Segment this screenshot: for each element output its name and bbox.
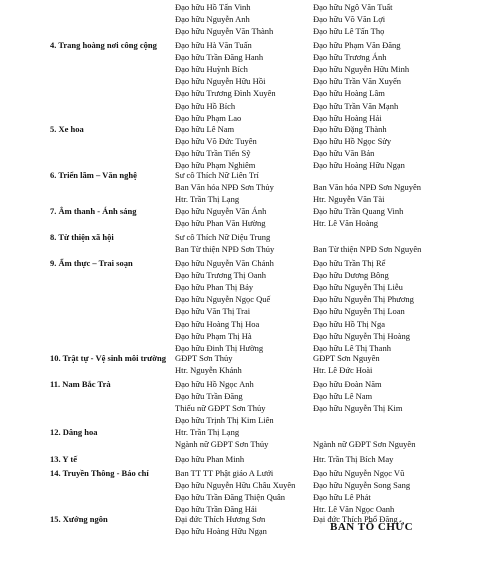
member-name-right: Đạo hữu Nguyễn Hữu Minh xyxy=(313,64,410,75)
member-name-right: Đạo hữu Ngô Văn Tuất xyxy=(313,2,393,12)
section-heading: 14. Truyền Thông - Báo chí xyxy=(50,468,149,478)
member-name-right: Htr. Lê Văn Hoàng xyxy=(313,218,378,229)
member-name-left: Đạo hữu Nguyễn Hữu Hồi xyxy=(175,76,266,87)
member-name-right: Htr. Lê Văn Ngọc Oanh xyxy=(313,504,395,515)
member-name-left: Đạo hữu Trần Tiến Sỹ xyxy=(175,148,251,159)
member-name-left: Đạo hữu Phan Thị Bảy xyxy=(175,282,254,293)
member-name-right: Đạo hữu Trương Ánh xyxy=(313,52,387,63)
member-name-right: Đạo hữu Hồ Ngọc Sửy xyxy=(313,136,392,147)
member-name-left: Đạo hữu Trần Đăng Thiện Quân xyxy=(175,492,285,503)
member-name-left: Đạo hữu Phạm Nghiêm xyxy=(175,160,256,171)
member-name-left: Đạo hữu Trần Đăng xyxy=(175,391,243,402)
member-name-left: Đạo hữu Nguyễn Văn Thành xyxy=(175,26,274,37)
member-name-right: Đạo hữu Trần Văn Mạnh xyxy=(313,100,399,111)
member-name-right: Đạo hữu Nguyễn Thị Loan xyxy=(313,306,405,317)
member-name-left: Đạo hữu Nguyễn Anh xyxy=(175,14,250,25)
section-heading: 8. Từ thiện xã hội xyxy=(50,232,114,242)
member-name-left: Đạo hữu Hoàng Hữu Ngạn xyxy=(175,526,267,537)
member-name-left: Htr. Trần Thị Lạng xyxy=(175,427,240,437)
member-name-left: Đạo hữu Trần Đăng Hanh xyxy=(175,52,264,63)
member-name-left: Ban TT TT Phật giáo A Lưới xyxy=(175,468,274,478)
section-heading: 13. Y tế xyxy=(50,454,77,464)
member-name-left: Htr. Nguyễn Khánh xyxy=(175,365,242,376)
member-name-left: Đạo hữu Nguyễn Văn Ánh xyxy=(175,206,267,216)
member-name-right: Htr. Lê Đức Hoài xyxy=(313,365,373,376)
organizing-committee-signature: BAN TỔ CHỨC xyxy=(330,521,414,533)
member-name-left: Đạo hữu Nguyễn Văn Chánh xyxy=(175,258,274,268)
member-name-left: Ban Văn hóa NPĐ Sơn Thủy xyxy=(175,182,274,193)
member-name-left: Đại đức Thích Hương Sơn xyxy=(175,514,266,524)
member-name-left: Đạo hữu Trương Thị Oanh xyxy=(175,270,267,281)
member-name-left: Đạo hữu Phạm Thị Hà xyxy=(175,330,252,341)
member-name-left: Đạo hữu Hồ Bích xyxy=(175,100,236,111)
member-name-left: Đạo hữu Văn Thị Trai xyxy=(175,306,251,317)
member-name-left: Htr. Trần Thị Lạng xyxy=(175,194,240,205)
section-heading: 5. Xe hoa xyxy=(50,124,84,134)
section-heading: 10. Trật tự - Vệ sinh môi trường xyxy=(50,353,166,363)
member-name-right: Đạo hữu Lê Thị Thanh xyxy=(313,342,391,353)
member-name-left: Đạo hữu Nguyễn Hữu Châu Xuyên xyxy=(175,480,296,491)
member-name-left: Đạo hữu Nguyễn Ngọc Quế xyxy=(175,294,271,305)
section-heading: 9. Ẩm thực – Trai soạn xyxy=(50,258,133,268)
section-heading: 4. Trang hoàng nơi công cộng xyxy=(50,40,157,50)
member-name-right: Đạo hữu Dương Bông xyxy=(313,270,389,281)
member-name-left: Ngành nữ GĐPT Sơn Thủy xyxy=(175,439,269,450)
member-name-right: Htr. Nguyễn Văn Tài xyxy=(313,194,385,205)
member-name-right: Đạo hữu Lê Tấn Thọ xyxy=(313,26,385,37)
member-name-left: Đạo hữu Võ Đức Tuyên xyxy=(175,136,257,147)
member-name-left: Đạo hữu Lê Nam xyxy=(175,124,235,134)
member-name-left: Đạo hữu Huỳnh Bích xyxy=(175,64,248,75)
member-name-right: Đạo hữu Trần Văn Xuyến xyxy=(313,76,402,87)
member-name-left: GĐPT Sơn Thủy xyxy=(175,353,233,363)
member-name-right: Đại đức Thích Phổ Đăng xyxy=(313,514,398,524)
member-name-right: Ban Văn hóa NPĐ Sơn Nguyên xyxy=(313,182,421,193)
member-name-right: Đạo hữu Đặng Thành xyxy=(313,124,387,134)
member-name-right: Ngành nữ GĐPT Sơn Nguyên xyxy=(313,439,416,450)
member-name-right: Đạo hữu Nguyễn Thị Liễu xyxy=(313,282,403,293)
member-name-right: Đạo hữu Nguyễn Song Sang xyxy=(313,480,411,491)
member-name-left: Đạo hữu Trịnh Thị Kim Liên xyxy=(175,415,274,426)
section-heading: 12. Dâng hoa xyxy=(50,427,98,437)
member-name-left: Ban Từ thiện NPĐ Sơn Thủy xyxy=(175,244,275,255)
member-name-right: Đạo hữu Hoàng Hải xyxy=(313,112,382,123)
section-heading: 15. Xướng ngôn xyxy=(50,514,108,524)
member-name-left: Sư cô Thích Nữ Diệu Trung xyxy=(175,232,271,242)
member-name-left: Đạo hữu Phan Văn Hường xyxy=(175,218,266,229)
member-name-right: Đạo hữu Võ Văn Lợi xyxy=(313,14,386,25)
member-name-right: Đạo hữu Lê Phát xyxy=(313,492,371,503)
member-name-right: Đạo hữu Hồ Thị Nga xyxy=(313,318,385,329)
member-name-left: Thiếu nữ GĐPT Sơn Thủy xyxy=(175,403,266,414)
member-name-right: Đạo hữu Trần Quang Vinh xyxy=(313,206,404,216)
section-heading: 6. Triển lãm – Văn nghệ xyxy=(50,170,137,180)
member-name-right: Đạo hữu Nguyễn Thị Phương xyxy=(313,294,414,305)
member-name-right: Đạo hữu Đoàn Năm xyxy=(313,379,382,389)
member-name-left: Đạo hữu Hồ Tấn Vinh xyxy=(175,2,251,12)
member-name-right: Ban Từ thiện NPĐ Sơn Nguyên xyxy=(313,244,422,255)
member-name-right: Đạo hữu Hoàng Hữu Ngạn xyxy=(313,160,405,171)
member-name-right: Đạo hữu Nguyễn Thị Hoàng xyxy=(313,330,410,341)
member-name-right: Đạo hữu Hoàng Lâm xyxy=(313,88,385,99)
member-name-left: Đạo hữu Hồ Ngọc Anh xyxy=(175,379,254,389)
section-heading: 7. Âm thanh - Ánh sáng xyxy=(50,206,137,216)
member-name-right: Đạo hữu Lê Nam xyxy=(313,391,373,402)
section-heading: 11. Nam Bắc Trà xyxy=(50,379,111,389)
member-name-left: Đạo hữu Hà Văn Tuấn xyxy=(175,40,252,50)
member-name-left: Đạo hữu Phạm Lao xyxy=(175,112,242,123)
member-name-left: Đạo hữu Hoàng Thị Hoa xyxy=(175,318,260,329)
member-name-right: Htr. Trần Thị Bích May xyxy=(313,454,394,464)
member-name-left: Đạo hữu Phan Minh xyxy=(175,454,245,464)
member-name-right: Đạo hữu Văn Bản xyxy=(313,148,375,159)
member-name-left: Đạo hữu Trương Đình Xuyên xyxy=(175,88,276,99)
member-name-left: Đạo hữu Trần Đăng Hải xyxy=(175,504,258,515)
member-name-right: GĐPT Sơn Nguyên xyxy=(313,353,380,363)
member-name-left: Sư cô Thích Nữ Liên Trí xyxy=(175,170,259,180)
member-name-right: Đạo hữu Nguyễn Thị Kim xyxy=(313,403,403,414)
member-name-right: Đạo hữu Trần Thị Rể xyxy=(313,258,386,268)
member-name-right: Đạo hữu Nguyễn Ngọc Vũ xyxy=(313,468,405,478)
member-name-left: Đạo hữu Đinh Thị Hường xyxy=(175,342,264,353)
member-name-right: Đạo hữu Phạm Văn Đăng xyxy=(313,40,401,50)
